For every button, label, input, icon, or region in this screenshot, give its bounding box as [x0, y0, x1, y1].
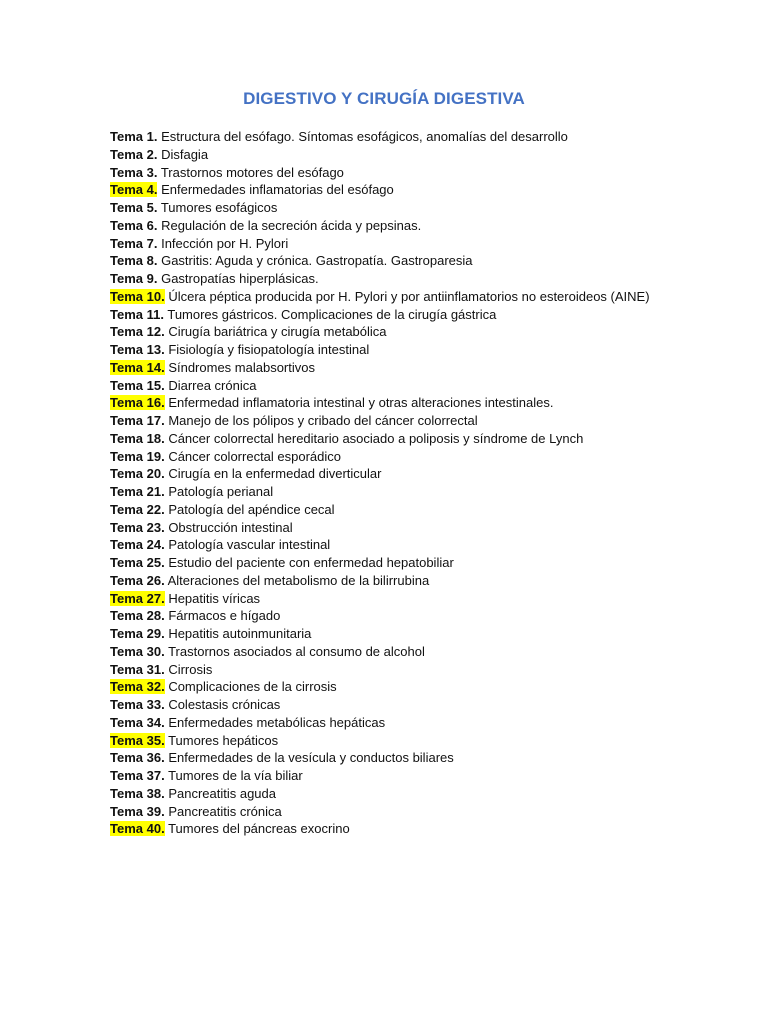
- topic-text: Patología vascular intestinal: [168, 537, 331, 553]
- topic-text: Cirugía en la enfermedad diverticular: [168, 466, 382, 482]
- topic-text: Úlcera péptica producida por H. Pylori y por antiinflamatorios no esteroideos (AINE): [168, 288, 650, 304]
- topic-text: Cáncer colorrectal esporádico: [168, 448, 342, 464]
- topic-text: Cáncer colorrectal hereditario asociado a poliposis y síndrome de Lynch: [168, 430, 584, 446]
- topic-label: Tema 34.: [110, 714, 165, 730]
- topic-label: Tema 23.: [110, 519, 165, 535]
- topic-text: Trastornos motores del esófago: [160, 164, 344, 180]
- topic-label: Tema 26.: [110, 572, 165, 588]
- topic-text: Tumores hepáticos: [168, 732, 279, 748]
- topic-item: [110, 323, 670, 341]
- topic-text: Síndromes malabsortivos: [168, 359, 315, 375]
- topic-item: [110, 820, 670, 838]
- topic-label-highlighted: Tema 4.: [110, 182, 158, 198]
- topic-label: Tema 38.: [110, 785, 165, 801]
- topic-label: Tema 13.: [110, 342, 165, 357]
- topic-text: Tumores gástricos. Complicaciones de la cirugía gástrica: [167, 306, 497, 322]
- topic-text: Infección por H. Pylori: [161, 235, 289, 251]
- topic-label: Tema 30.: [110, 643, 165, 659]
- topic-item: [110, 483, 670, 501]
- topic-label-highlighted: Tema 40.: [110, 821, 165, 837]
- topic-item: [110, 785, 670, 803]
- topic-item: [110, 448, 670, 466]
- topic-text: Patología del apéndice cecal: [168, 501, 335, 517]
- topic-label: Tema 31.: [110, 661, 165, 677]
- topic-text: Complicaciones de la cirrosis: [168, 679, 337, 695]
- topic-item: [110, 536, 670, 554]
- topic-text: Enfermedades de la vesícula y conductos biliares: [168, 750, 454, 766]
- topic-label-highlighted: Tema 16.: [110, 395, 165, 411]
- topic-item: [110, 430, 670, 448]
- topic-list: [110, 128, 670, 838]
- topic-item: [110, 377, 670, 395]
- topic-text: Disfagia: [161, 146, 209, 162]
- topic-item: [110, 590, 670, 608]
- topic-text: Estructura del esófago. Síntomas esofágicos, anomalías del desarrollo: [161, 129, 568, 144]
- topic-text: Trastornos asociados al consumo de alcohol: [168, 643, 425, 659]
- topic-item: [110, 128, 670, 146]
- topic-label: Tema 28.: [110, 608, 165, 624]
- topic-label: Tema 15.: [110, 377, 165, 393]
- topic-label: Tema 7.: [110, 235, 158, 251]
- topic-item: [110, 199, 670, 217]
- topic-text: Regulación de la secreción ácida y pepsinas.: [161, 217, 422, 233]
- topic-item: [110, 661, 670, 679]
- topic-item: [110, 252, 670, 270]
- topic-label-highlighted: Tema 27.: [110, 590, 165, 606]
- topic-label: Tema 33.: [110, 697, 165, 712]
- topic-label-highlighted: Tema 32.: [110, 679, 165, 695]
- topic-label: Tema 6.: [110, 217, 158, 233]
- topic-label: Tema 17.: [110, 413, 165, 428]
- topic-text: Enfermedad inflamatoria intestinal y otras alteraciones intestinales.: [168, 395, 554, 411]
- topic-text: Gastritis: Aguda y crónica. Gastropatía. Gastroparesia: [161, 253, 473, 269]
- topic-label: Tema 24.: [110, 537, 165, 553]
- topic-label: Tema 29.: [110, 626, 165, 641]
- topic-item: [110, 714, 670, 732]
- topic-item: [110, 394, 670, 412]
- topic-item: [110, 270, 670, 288]
- topic-label: Tema 11.: [110, 306, 164, 322]
- topic-item: [110, 235, 670, 253]
- topic-item: [110, 412, 670, 430]
- topic-label: Tema 2.: [110, 146, 158, 162]
- topic-item: [110, 306, 670, 324]
- topic-item: [110, 767, 670, 785]
- topic-text: Enfermedades inflamatorias del esófago: [161, 182, 394, 198]
- topic-item: [110, 625, 670, 643]
- topic-label-highlighted: Tema 14.: [110, 359, 165, 375]
- topic-text: Cirugía bariátrica y cirugía metabólica: [168, 324, 387, 340]
- topic-item: [110, 519, 670, 537]
- topic-text: Manejo de los pólipos y cribado del cáncer colorrectal: [168, 413, 478, 428]
- topic-item: [110, 288, 670, 306]
- topic-item: [110, 217, 670, 235]
- topic-text: Gastropatías hiperplásicas.: [161, 271, 319, 286]
- topic-label: Tema 12.: [110, 324, 165, 340]
- topic-text: Alteraciones del metabolismo de la bilirrubina: [167, 572, 430, 588]
- topic-label: Tema 1.: [110, 129, 158, 144]
- topic-text: Fármacos e hígado: [168, 608, 281, 624]
- topic-item: [110, 554, 670, 572]
- topic-text: Cirrosis: [168, 661, 213, 677]
- topic-item: [110, 341, 670, 359]
- topic-label: Tema 22.: [110, 501, 165, 517]
- topic-label-highlighted: Tema 35.: [110, 732, 165, 748]
- topic-item: [110, 732, 670, 750]
- document-title: DIGESTIVO Y CIRUGÍA DIGESTIVA: [243, 89, 525, 108]
- topic-item: [110, 749, 670, 767]
- topic-text: Fisiología y fisiopatología intestinal: [168, 342, 370, 357]
- topic-text: Hepatitis autoinmunitaria: [168, 626, 312, 641]
- topic-label: Tema 8.: [110, 253, 158, 269]
- topic-label: Tema 5.: [110, 200, 158, 215]
- topic-item: [110, 803, 670, 821]
- topic-item: [110, 359, 670, 377]
- topic-label: Tema 37.: [110, 768, 165, 783]
- topic-text: Enfermedades metabólicas hepáticas: [168, 714, 386, 730]
- topic-item: [110, 181, 670, 199]
- topic-item: [110, 465, 670, 483]
- topic-text: Colestasis crónicas: [168, 697, 281, 712]
- topic-item: [110, 501, 670, 519]
- topic-label: Tema 3.: [110, 164, 158, 180]
- topic-text: Tumores esofágicos: [160, 200, 278, 215]
- topic-text: Tumores del páncreas exocrino: [168, 821, 350, 837]
- topic-text: Patología perianal: [168, 484, 274, 499]
- topic-text: Pancreatitis aguda: [168, 785, 276, 801]
- topic-text: Obstrucción intestinal: [168, 519, 293, 535]
- topic-item: [110, 696, 670, 714]
- topic-text: Pancreatitis crónica: [168, 803, 282, 819]
- topic-item: [110, 572, 670, 590]
- topic-item: [110, 643, 670, 661]
- topic-label: Tema 9.: [110, 271, 158, 286]
- topic-item: [110, 146, 670, 164]
- topic-label: Tema 25.: [110, 555, 165, 570]
- topic-text: Hepatitis víricas: [168, 590, 261, 606]
- topic-item: [110, 607, 670, 625]
- topic-label: Tema 36.: [110, 750, 165, 766]
- topic-text: Tumores de la vía biliar: [168, 768, 303, 783]
- topic-text: Diarrea crónica: [168, 377, 257, 393]
- topic-label-highlighted: Tema 10.: [110, 288, 165, 304]
- topic-item: [110, 164, 670, 182]
- topic-label: Tema 21.: [110, 484, 165, 499]
- topic-item: [110, 678, 670, 696]
- topic-text: Estudio del paciente con enfermedad hepatobiliar: [168, 555, 454, 570]
- topic-label: Tema 19.: [110, 448, 165, 464]
- topic-label: Tema 20.: [110, 466, 165, 482]
- topic-label: Tema 39.: [110, 803, 165, 819]
- topic-label: Tema 18.: [110, 430, 165, 446]
